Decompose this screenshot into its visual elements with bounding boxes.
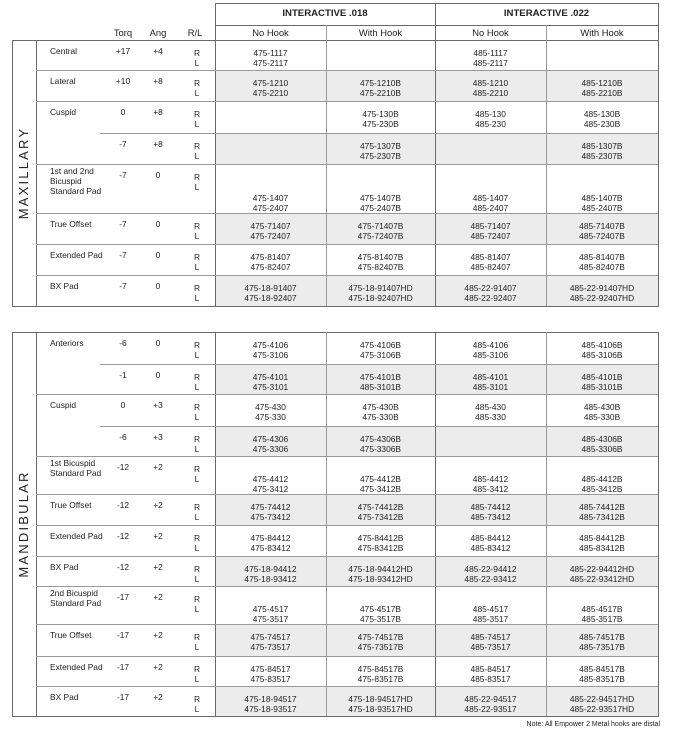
ang-value: 0: [155, 370, 161, 380]
part-018-with-hook: 475-84517B 475-83517B: [357, 664, 404, 684]
part-018-with-hook: 475-84412B 475-83412B: [357, 533, 404, 553]
torq-value: +10: [115, 76, 131, 86]
torq-value: -7: [119, 281, 127, 291]
torq-value: -7: [119, 170, 127, 180]
row-separator: [36, 525, 658, 526]
torq-value: -12: [116, 500, 130, 510]
rl-value: R L: [193, 141, 201, 161]
ang-value: +2: [153, 562, 163, 572]
part-018-no-hook: 475-1117 475-2117: [253, 48, 288, 68]
part-022-with-hook: 485-22-91407HD 485-22-92407HD: [569, 283, 635, 303]
torq-value: -7: [119, 139, 127, 149]
tooth-label: Central: [50, 46, 77, 56]
part-022-no-hook: 485-4106 485-3106: [472, 340, 509, 360]
footnote: Note: All Empower 2 Metal hooks are distal: [526, 721, 660, 728]
torq-value: -12: [116, 531, 130, 541]
torq-value: -17: [116, 662, 130, 672]
part-018-no-hook: 475-4101 475-3101: [252, 372, 289, 392]
part-018-no-hook: 475-74412 475-73412: [250, 502, 291, 522]
ang-value: 0: [155, 281, 161, 291]
part-022-with-hook: 485-430B 485-330B: [583, 402, 621, 422]
header-vline-right: [658, 3, 659, 40]
tooth-label: True Offset: [50, 630, 92, 640]
part-018-with-hook: 475-74412B 475-73412B: [357, 502, 404, 522]
part-018-with-hook: 475-4101B 485-3101B: [360, 372, 401, 392]
part-022-no-hook: 485-74412 485-73412: [470, 502, 511, 522]
col-header-018-no-hook: No Hook: [252, 27, 289, 38]
part-022-no-hook: 485-84412 485-83412: [470, 533, 511, 553]
part-022-with-hook: 485-4306B 485-3306B: [581, 434, 623, 454]
ang-value: +3: [153, 432, 163, 442]
rl-value: R L: [193, 632, 201, 652]
rl-value: R L: [193, 402, 201, 422]
ang-value: +8: [153, 139, 163, 149]
row-separator: [36, 586, 658, 587]
part-022-no-hook: 485-1117 485-2117: [473, 48, 508, 68]
part-022-with-hook: 485-4412B 485-3412B: [581, 474, 623, 494]
part-018-with-hook: 475-1307B 475-2307B: [360, 141, 401, 161]
part-022-no-hook: 485-4517 485-3517: [472, 604, 509, 624]
part-018-no-hook: 475-4517 475-3517: [252, 604, 289, 624]
part-018-with-hook: 475-4306B 475-3306B: [360, 434, 401, 454]
row-separator: [36, 556, 658, 557]
rl-value: R L: [193, 502, 201, 522]
ang-value: +4: [153, 46, 163, 56]
section-frame-right: [658, 40, 659, 307]
ang-value: 0: [155, 219, 161, 229]
part-018-with-hook: 475-1407B 475-2407B: [360, 193, 401, 213]
row-separator: [100, 133, 658, 134]
part-018-no-hook: 475-18-94412 475-18-93412: [244, 564, 297, 584]
rl-value: R L: [193, 694, 201, 714]
tooth-label: 2nd Bicuspid Standard Pad: [50, 588, 102, 608]
torq-value: 0: [120, 107, 126, 117]
part-022-no-hook: 485-22-91407 485-22-92407: [464, 283, 517, 303]
rl-value: R L: [193, 340, 201, 360]
ang-value: +2: [153, 630, 163, 640]
part-018-no-hook: 475-84412 475-83412: [250, 533, 291, 553]
row-separator: [36, 656, 658, 657]
rl-value: R L: [193, 172, 201, 192]
tooth-label: Cuspid: [50, 107, 77, 117]
part-022-no-hook: 485-4101 485-3101: [472, 372, 509, 392]
col-header-torq: Torq: [113, 27, 133, 38]
part-022-with-hook: 485-81407B 485-82407B: [579, 252, 625, 272]
section-title: MANDIBULAR: [16, 470, 31, 578]
tooth-label: Anteriors: [50, 338, 84, 348]
row-separator: [36, 494, 658, 495]
section-frame-top: [12, 332, 659, 333]
section-frame-bottom: [12, 716, 659, 717]
part-018-with-hook: 475-18-94412HD 475-18-93412HD: [348, 564, 413, 584]
ang-value: +2: [153, 500, 163, 510]
rl-value: R L: [193, 372, 201, 392]
torq-value: -6: [119, 432, 127, 442]
ang-value: +2: [153, 592, 163, 602]
rl-value: R L: [193, 48, 201, 68]
row-separator: [36, 70, 658, 71]
part-022-with-hook: 485-22-94412HD 485-22-93412HD: [569, 564, 635, 584]
tooth-label: Cuspid: [50, 400, 77, 410]
rl-value: R L: [193, 533, 201, 553]
part-018-no-hook: 475-18-94517 475-18-93517: [244, 694, 297, 714]
tooth-label: Extended Pad: [50, 250, 103, 260]
tooth-label: BX Pad: [50, 692, 79, 702]
part-022-no-hook: 485-22-94517 485-22-93517: [464, 694, 517, 714]
part-018-no-hook: 475-18-91407 475-18-92407: [244, 283, 297, 303]
section-title: MAXILLARY: [16, 126, 31, 220]
header-rule-top: [215, 3, 659, 4]
part-018-with-hook: 475-4517B 475-3517B: [360, 604, 401, 624]
torq-value: -12: [116, 462, 130, 472]
part-018-with-hook: 475-1210B 475-2210B: [360, 78, 401, 98]
rl-value: R L: [193, 252, 201, 272]
ang-value: +2: [153, 462, 163, 472]
part-022-no-hook: 485-4412 485-3412: [472, 474, 509, 494]
rl-value: R L: [193, 664, 201, 684]
row-separator: [36, 624, 658, 625]
ang-value: 0: [155, 170, 161, 180]
ang-value: 0: [155, 338, 161, 348]
col-header-022-no-hook: No Hook: [472, 27, 509, 38]
part-018-with-hook: 475-74517B 475-73517B: [357, 632, 404, 652]
part-022-no-hook: 485-74517 485-73517: [470, 632, 511, 652]
part-018-with-hook: 475-71407B 475-72407B: [357, 221, 404, 241]
col-header-rl: R/L: [187, 27, 203, 38]
section-frame-right: [658, 332, 659, 717]
part-018-with-hook: 475-18-94517HD 475-18-93517HD: [348, 694, 413, 714]
rl-value: R L: [193, 221, 201, 241]
section-label-divider: [36, 40, 37, 306]
rl-value: R L: [193, 464, 201, 484]
tooth-label: True Offset: [50, 500, 92, 510]
group-header-018: INTERACTIVE .018: [282, 8, 368, 19]
row-separator: [36, 213, 658, 214]
part-018-no-hook: 475-74517 475-73517: [250, 632, 291, 652]
part-022-no-hook: 485-84517 485-83517: [470, 664, 511, 684]
rl-value: R L: [193, 564, 201, 584]
torq-value: -12: [116, 562, 130, 572]
part-022-with-hook: 485-84517B 485-83517B: [579, 664, 625, 684]
section-frame-left: [12, 40, 13, 307]
section-label-divider: [36, 332, 37, 716]
part-018-with-hook: 475-81407B 475-82407B: [357, 252, 404, 272]
part-022-no-hook: 485-1210 485-2210: [472, 78, 509, 98]
part-022-with-hook: 485-4106B 485-3106B: [581, 340, 623, 360]
part-022-with-hook: 485-74412B 485-73412B: [579, 502, 625, 522]
part-022-with-hook: 485-22-94517HD 485-22-93517HD: [569, 694, 635, 714]
rl-value: R L: [193, 434, 201, 454]
tooth-label: BX Pad: [50, 562, 79, 572]
torq-value: -17: [116, 630, 130, 640]
row-separator: [36, 244, 658, 245]
section-frame-left: [12, 332, 13, 717]
row-separator: [100, 426, 658, 427]
torq-value: +17: [115, 46, 131, 56]
ang-value: +3: [153, 400, 163, 410]
part-022-with-hook: 485-74517B 485-73517B: [579, 632, 625, 652]
part-022-no-hook: 485-130 485-230: [475, 109, 506, 129]
ang-value: +8: [153, 76, 163, 86]
part-018-no-hook: 475-71407 475-72407: [250, 221, 291, 241]
ang-value: 0: [155, 250, 161, 260]
torq-value: -1: [119, 370, 127, 380]
part-018-with-hook: 475-4412B 475-3412B: [360, 474, 401, 494]
part-018-with-hook: 475-4106B 475-3106B: [360, 340, 401, 360]
part-022-with-hook: 485-84412B 485-83412B: [579, 533, 625, 553]
part-022-no-hook: 485-22-94412 485-22-93412: [464, 564, 517, 584]
row-separator: [36, 456, 658, 457]
row-separator: [36, 394, 658, 395]
row-separator: [36, 686, 658, 687]
part-018-no-hook: 475-81407 475-82407: [250, 252, 291, 272]
torq-value: -17: [116, 592, 130, 602]
part-022-with-hook: 485-4101B 485-3101B: [581, 372, 623, 392]
col-header-ang: Ang: [149, 27, 167, 38]
part-022-no-hook: 485-430 485-330: [475, 402, 506, 422]
part-022-no-hook: 485-71407 485-72407: [470, 221, 511, 241]
ang-value: +2: [153, 692, 163, 702]
torq-value: 0: [120, 400, 126, 410]
part-022-with-hook: 485-1407B 485-2407B: [581, 193, 623, 213]
part-018-no-hook: 475-4306 475-3306: [252, 434, 289, 454]
col-header-018-with-hook: With Hook: [358, 27, 403, 38]
ang-value: +8: [153, 107, 163, 117]
row-separator: [100, 364, 658, 365]
tooth-label: Extended Pad: [50, 531, 103, 541]
part-022-with-hook: 485-1210B 485-2210B: [581, 78, 623, 98]
rl-value: R L: [193, 109, 201, 129]
tooth-label: Lateral: [50, 76, 76, 86]
part-018-no-hook: 475-4412 475-3412: [252, 474, 289, 494]
part-018-with-hook: 475-18-91407HD 475-18-92407HD: [348, 283, 413, 303]
tooth-label: BX Pad: [50, 281, 79, 291]
row-separator: [36, 275, 658, 276]
part-022-no-hook: 485-81407 485-82407: [470, 252, 511, 272]
part-018-no-hook: 475-1210 475-2210: [252, 78, 289, 98]
torq-value: -6: [119, 338, 127, 348]
col-header-022-with-hook: With Hook: [580, 27, 624, 38]
part-018-no-hook: 475-1407 475-2407: [252, 193, 289, 213]
rl-value: R L: [193, 283, 201, 303]
part-018-with-hook: 475-430B 475-330B: [362, 402, 399, 422]
group-header-022: INTERACTIVE .022: [503, 8, 590, 19]
part-022-with-hook: 485-71407B 485-72407B: [579, 221, 625, 241]
part-018-no-hook: 475-84517 475-83517: [250, 664, 291, 684]
part-022-no-hook: 485-1407 485-2407: [472, 193, 509, 213]
torq-value: -17: [116, 692, 130, 702]
rl-value: R L: [193, 594, 201, 614]
part-018-no-hook: 475-4106 475-3106: [252, 340, 289, 360]
row-separator: [36, 164, 658, 165]
rl-value: R L: [193, 78, 201, 98]
part-022-with-hook: 485-4517B 485-3517B: [581, 604, 623, 624]
part-022-with-hook: 485-130B 485-230B: [583, 109, 621, 129]
tooth-label: 1st and 2nd Bicuspid Standard Pad: [50, 166, 102, 196]
ang-value: +2: [153, 662, 163, 672]
section-frame-top: [12, 40, 659, 41]
torq-value: -7: [119, 219, 127, 229]
part-022-with-hook: 485-1307B 485-2307B: [581, 141, 623, 161]
torq-value: -7: [119, 250, 127, 260]
ang-value: +2: [153, 531, 163, 541]
tooth-label: True Offset: [50, 219, 92, 229]
section-frame-bottom: [12, 306, 659, 307]
tooth-label: 1st Bicuspid Standard Pad: [50, 458, 102, 478]
row-separator: [36, 101, 658, 102]
part-018-no-hook: 475-430 475-330: [255, 402, 286, 422]
part-018-with-hook: 475-130B 475-230B: [362, 109, 399, 129]
tooth-label: Extended Pad: [50, 662, 103, 672]
header-rule-mid: [215, 25, 659, 26]
